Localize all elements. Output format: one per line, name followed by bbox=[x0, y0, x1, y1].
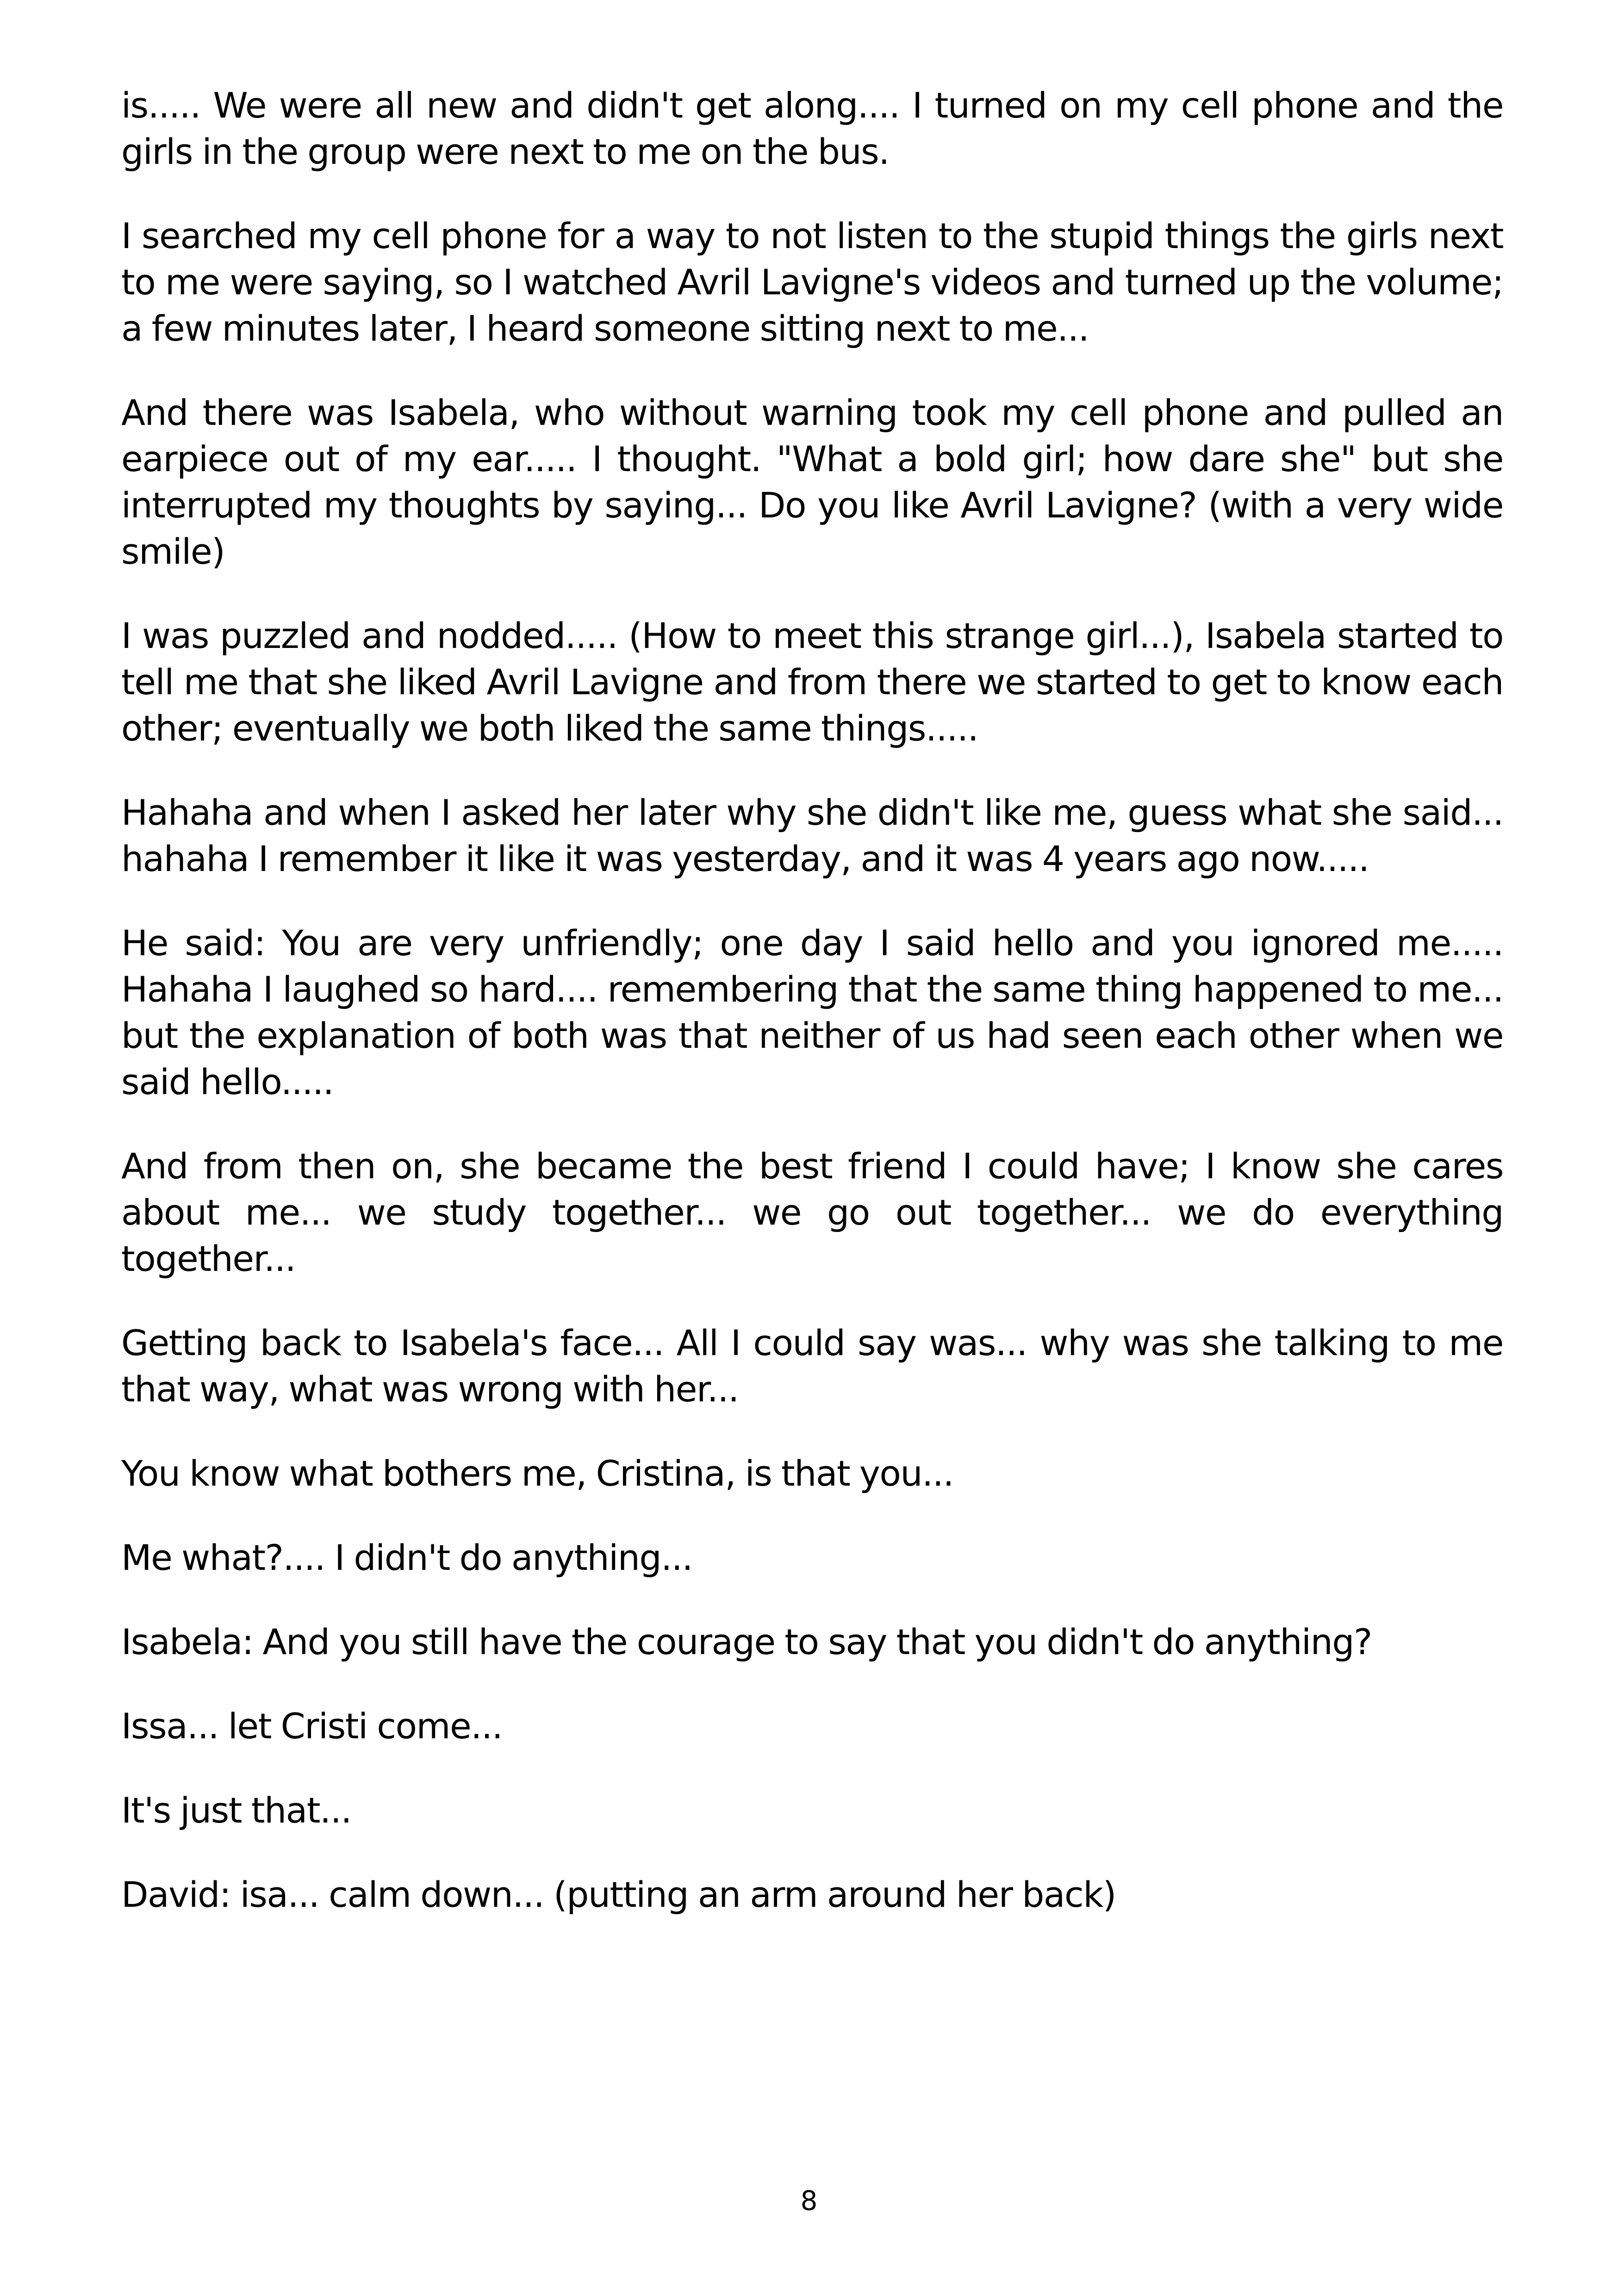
paragraph: And there was Isabela, who without warning took my cell phone and pulled an earpiece out of my ear..... I thought. "What a bold girl; how dare she" but she interrupted my thoughts by saying... Do you like Avril Lavigne? (with a very wide smile) bbox=[121, 392, 1503, 572]
paragraph: You know what bothers me, Cristina, is that you... bbox=[121, 1453, 954, 1494]
paragraph: is..... We were all new and didn't get along.... I turned on my cell phone and the girls in the group were next to me on the bus. bbox=[121, 85, 1503, 172]
paragraph: Isabela: And you still have the courage to say that you didn't do anything? bbox=[121, 1621, 1372, 1662]
paragraph: I searched my cell phone for a way to not listen to the stupid things the girls next to me were saying, so I watched Avril Lavigne's videos and turned up the volume; a few minutes later, I heard someone sitting next to me... bbox=[121, 215, 1503, 349]
paragraph: Issa... let Cristi come... bbox=[121, 1705, 503, 1747]
paragraph: And from then on, she became the best friend I could have; I know she cares about me... we study together... we go out together... we do everything together... bbox=[121, 1145, 1503, 1279]
paragraph: Me what?.... I didn't do anything... bbox=[121, 1537, 693, 1578]
paragraph: David: isa... calm down... (putting an arm around her back) bbox=[121, 1874, 1116, 1915]
paragraph: It's just that... bbox=[121, 1790, 352, 1831]
document-body bbox=[121, 82, 1503, 1956]
paragraph: Getting back to Isabela's face... All I could say was... why was she talking to me that way, what was wrong with her... bbox=[121, 1322, 1503, 1410]
paragraph: He said: You are very unfriendly; one day I said hello and you ignored me..... Hahaha I laughed so hard.... remembering that the same thing happened to me... but the explanation of both was that neither of us had seen each other when we said hello..... bbox=[121, 922, 1503, 1102]
paragraph: Hahaha and when I asked her later why she didn't like me, guess what she said... hahaha I remember it like it was yesterday, and it was 4 years ago now..... bbox=[121, 792, 1503, 879]
paragraph: I was puzzled and nodded..... (How to meet this strange girl...), Isabela started to tell me that she liked Avril Lavigne and from there we started to get to know each other; eventually we both liked the same things..... bbox=[121, 615, 1503, 749]
page-number: 8 bbox=[800, 2185, 818, 2216]
